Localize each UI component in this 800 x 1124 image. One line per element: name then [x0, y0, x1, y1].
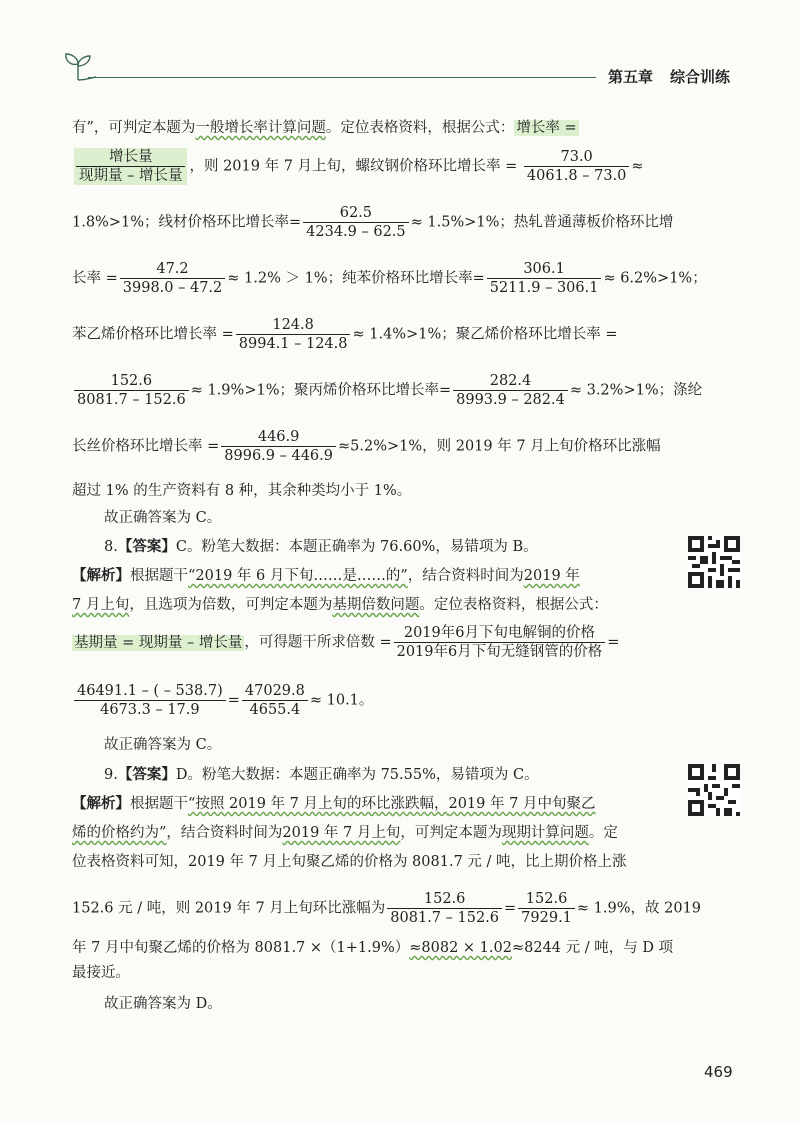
qr-code-icon[interactable] [688, 536, 740, 588]
p1-line-5: 苯乙烯价格环比增长率 = $\frac{124.8}{8994.1 - 124.8}$ ≈ 1.4%>1%；聚乙烯价格环比增长率 = [72, 317, 618, 352]
q8-answer: 8.【答案】C。粉笔大数据：本题正确率为 76.60%，易错项为 B。 [104, 539, 538, 555]
q9-analysis-6: 最接近。 [72, 965, 130, 981]
header-rule [88, 77, 596, 78]
p1-line-3: 1.8%>1%；线材价格环比增长率= $\frac{62.5}{4234.9 - 62.5}$ ≈ 1.5%>1%；热轧普通薄板价格环比增 [72, 205, 674, 240]
p1-conclusion: 故正确答案为 C。 [104, 510, 222, 526]
section-title: 综合训练 [670, 68, 731, 86]
p1-line-6: $\frac{152.6}{8081.7 - 152.6}$ ≈ 1.9%>1%；聚丙烯价格环比增长率= $\frac{282.4}{8993.9 - 282.4}$ ≈ 3.2%>1%；涤纶 [72, 372, 702, 409]
p1-line-1: 有”，可判定本题为一般增长率计算问题。定位表格资料，根据公式： 增长率 = [72, 120, 577, 136]
formula-growth-rate: $\frac{\text{增长量}}{\text{现期量 – 增长量}}$ [74, 148, 187, 185]
q9-analysis-4: 152.6 元 / 吨，则 2019 年 7 月上旬环比涨幅为 $\frac{152.6}{8081.7 - 152.6}$ = $\frac{152.6}{7929.1}$ ≈ 1.9%，故 2019 [72, 891, 702, 926]
q8-analysis-1: 【解析】根据题干“2019 年 6 月下旬……是……的”，结合资料时间为2019 年 [72, 568, 580, 584]
q8-analysis-3: 基期量 = 现期量 – 增长量 ，可得题干所求倍数 = $\frac{\text{2019年6月下旬电解铜的价格}}{\text{2019年6月下旬无缝钢管的价格}}$ = [74, 625, 620, 660]
q8-conclusion: 故正确答案为 C。 [104, 737, 222, 753]
q9-analysis-1: 【解析】根据题干“按照 2019 年 7 月上旬的环比涨跌幅，2019 年 7 月中旬聚乙 [72, 796, 596, 812]
p1-line-7: 长丝价格环比增长率 = $\frac{446.9}{8996.9 - 446.9}$ ≈5.2%>1%，则 2019 年 7 月上旬价格环比涨幅 [72, 429, 661, 464]
p1-line-8: 超过 1% 的生产资料有 8 种，其余种类均小于 1%。 [72, 483, 412, 499]
q9-answer: 9.【答案】D。粉笔大数据：本题正确率为 75.55%，易错项为 C。 [104, 767, 539, 783]
q9-analysis-5: 年 7 月中旬聚乙烯的价格为 8081.7 ×（1+1.9%）≈8082 × 1.02≈8244 元 / 吨，与 D 项 [72, 940, 674, 956]
q9-analysis-3: 位表格资料可知，2019 年 7 月上旬聚乙烯的价格为 8081.7 元 / 吨，比上期价格上涨 [72, 854, 627, 870]
p1-line-2: $\frac{\text{增长量}}{\text{现期量 – 增长量}}$ ，则 2019 年 7 月上旬，螺纹钢价格环比增长率 = $\frac{73.0}{4061.8 - 73.0}$ ≈ [72, 148, 644, 185]
page-number: 469 [704, 1063, 733, 1081]
p1-line-4: 长率 = $\frac{47.2}{3998.0 - 47.2}$ ≈ 1.2% ＞ 1%；纯苯价格环比增长率= $\frac{306.1}{5211.9 - 306.1}$ ≈ 6.2%>1%； [72, 261, 707, 296]
q8-analysis-2: 7 月上旬，且选项为倍数，可判定本题为基期倍数问题。定位表格资料，根据公式： [72, 597, 608, 613]
q9-analysis-2: 烯的价格约为”，结合资料时间为2019 年 7 月上旬，可判定本题为现期计算问题。定 [72, 825, 618, 841]
chapter-title: 第五章 [608, 68, 654, 86]
q8-analysis-4: $\frac{46491.1 - ( - 538.7)}{4673.3 - 17.9}$ = $\frac{47029.8}{4655.4}$ ≈ 10.1。 [72, 682, 373, 719]
q9-conclusion: 故正确答案为 D。 [104, 996, 222, 1012]
qr-code-icon[interactable] [688, 764, 740, 816]
